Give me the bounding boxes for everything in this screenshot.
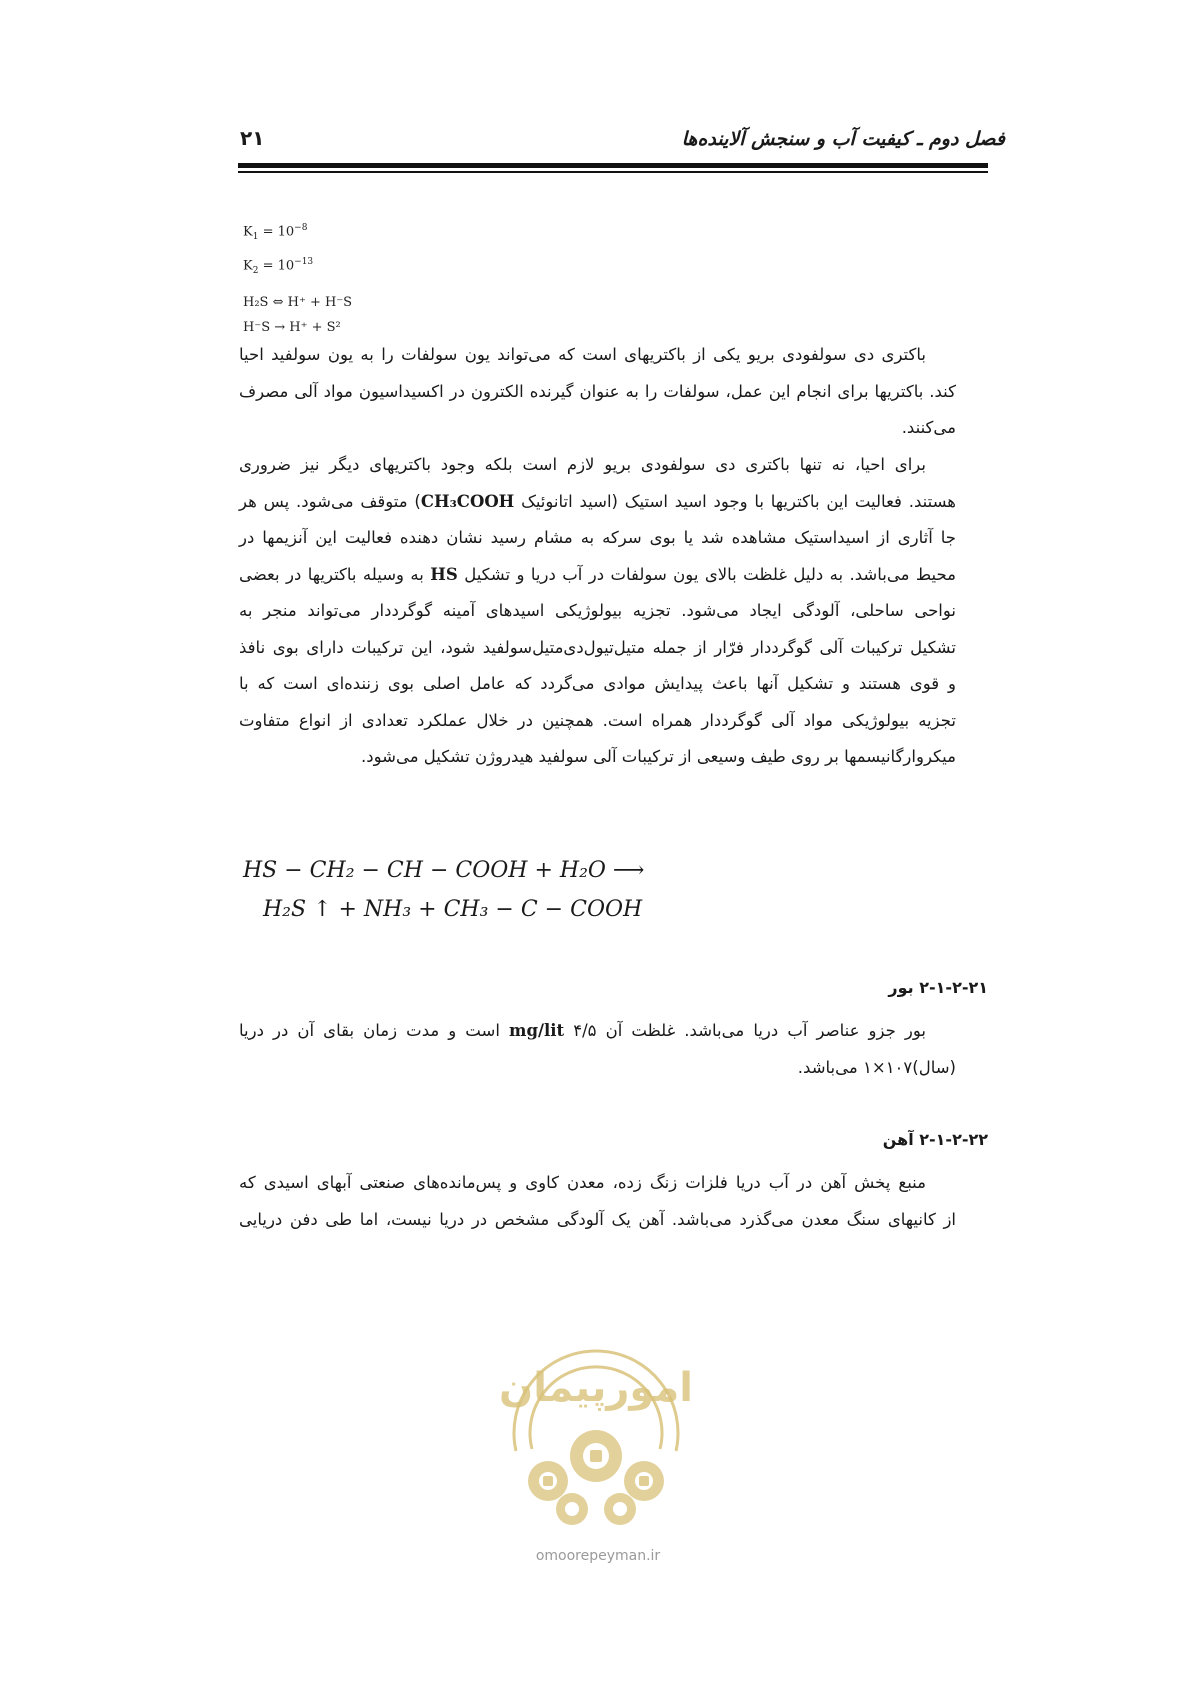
equation-hs: H⁻S → H⁺ + S² [243, 319, 341, 335]
reaction-line-1: HS − CH₂ − CH − COOH + H₂O ⟶ [243, 858, 645, 883]
formula-hs: HS [430, 564, 458, 584]
formula-k2: $K_2 = 10^{-13}$ [243, 256, 314, 276]
reaction-line-2: H₂S ↑ + NH₃ + CH₃ − C − COOH [263, 897, 643, 922]
formula-acetic-acid: CH₃COOH [420, 491, 515, 511]
chapter-title: فصل دوم ـ کیفیت آب و سنجش آلاینده‌ها [681, 128, 1005, 150]
paragraph-iron: منبع پخش آهن در آب دریا فلزات زنگ زده، معدن کاوی و پس‌مانده‌های صنعتی آبهای اسیدی که از کانیهای سنگ معدن می‌گذرد می‌باشد. آهن یک آلودگی مشخص در دریا نیست، اما طی دفن دریایی [239, 1173, 956, 1229]
paragraph-bacteria: باکتری دی سولفودی بریو یکی از باکتریهای است که می‌تواند یون سولفات را به یون سولفید احیا کند. باکتریها برای انجام این عمل، سولفات را به عنوان گیرنده الکترون در اکسیداسیون مواد آلی مصرف می‌کنند. [239, 345, 956, 437]
section-heading-iron: ۲-۱-۲-۲۲ آهن [882, 1130, 988, 1149]
header-rule-thick [238, 163, 988, 168]
dissociation-formulas [243, 216, 352, 340]
page-number: ۲۱ [240, 126, 265, 150]
watermark-url: omoorepeyman.ir [535, 1548, 661, 1564]
section-heading-boron: ۲-۱-۲-۲۱ بور [888, 978, 988, 997]
unit-mg-lit: mg/lit [509, 1021, 565, 1040]
formula-k1: $K_1 = 10^{-8}$ [243, 223, 308, 242]
watermark-logo-icon [496, 1331, 696, 1531]
header-rule-thin [238, 171, 988, 173]
paragraph-boron: بور جزو عناصر آب دریا می‌باشد. غلظت آن mg/lit ۴/۵ است و مدت زمان بقای آن در دریا (سال)۱۰۷×۱ می‌باشد. [239, 1021, 956, 1077]
svg-text:امورپیمان: امورپیمان [499, 1365, 693, 1411]
paragraph-reduction: برای احیا، نه تنها باکتری دی سولفودی بریو لازم است بلکه وجود باکتریهای دیگر نیز ضروری هستند. فعالیت این باکتریها با وجود اسید استیک (اسید اتانوئیک CH₃COOH) متوقف می‌شود. پس هر جا آثاری از اسیداستیک مشاهده شد یا بوی سرکه به مشام رسید نشان دهنده فعالیت این آنزیمها در محیط می‌باشد. به دلیل غلظت بالای یون سولفات در آب دریا و تشکیل HS به وسیله باکتریها در بعضی نواحی ساحلی، آلودگی ایجاد می‌شود. تجزیه بیولوژیکی اسیدهای آمینه گوگرددار می‌تواند منجر به تشکیل ترکیبات آلی گوگرددار فرّار از جمله متیل‌تیول‌دی‌متیل‌سولفید شود، این ترکیبات دارای بوی نافذ و قوی هستند و تشکیل آنها باعث پیدایش موادی می‌گردد که عامل اصلی بوی زننده‌ای است که با تجزیه بیولوژیکی مواد آلی گوگرددار همراه است. همچنین در خلال عملکرد تعدادی از انواع متفاوت میکروارگانیسمها بر روی طیف وسیعی از ترکیبات آلی سولفید هیدروژن تشکیل می‌شود. [239, 455, 956, 766]
equation-h2s: H₂S ⇔ H⁺ + H⁻S [243, 294, 353, 310]
